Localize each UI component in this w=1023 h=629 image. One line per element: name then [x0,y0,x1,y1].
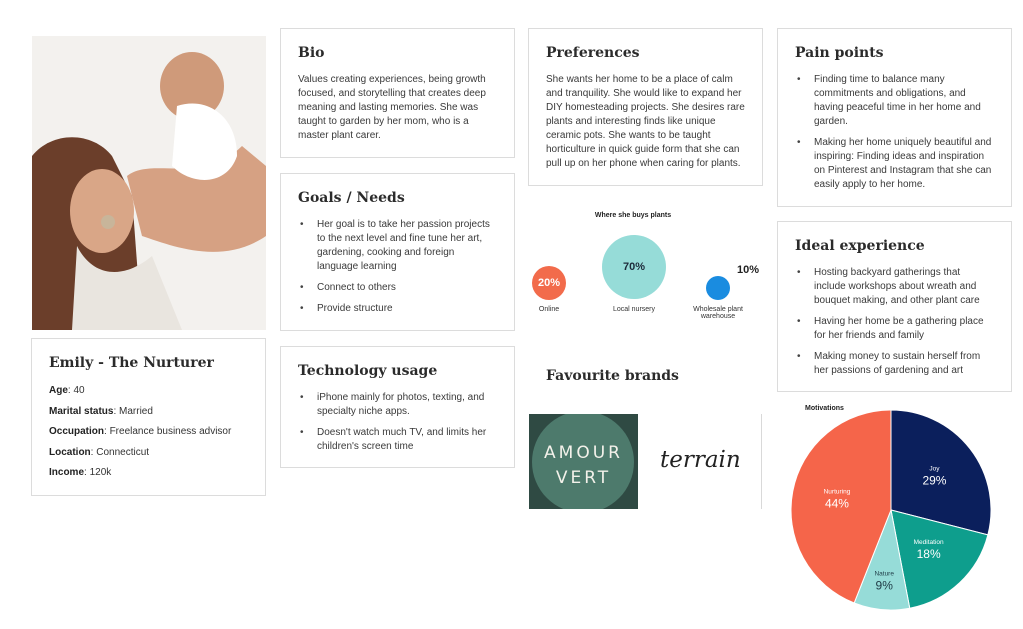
pie-category-label: Nurturing [823,488,851,496]
fact-age [49,385,248,396]
list-item: • Finding time to balance many commitments and obligations, and having peaceful time in her home and garden. [795,73,994,129]
pie-value-label: 18% [916,547,941,562]
goals-list [298,218,497,316]
fact-label: Age [49,385,68,396]
fact-value: : Connecticut [90,446,150,458]
persona-photo-illustration [32,36,266,330]
fact-occupation [49,426,248,437]
technology-list [298,391,497,454]
pain-points-card [777,28,1012,207]
ideal-experience-card [777,221,1012,392]
pie-category-label: Joy [929,465,940,473]
list-item: • Hosting backyard gatherings that include workshops about wreath and bouquet making, and other plant care [795,266,994,308]
persona-name: Emily - The Nurturer [49,355,214,371]
preferences-title: Preferences [546,45,640,61]
bubble-category-label: Online [538,306,560,313]
fact-value: : Married [113,405,153,417]
list-item: • Making money to sustain herself from her passions of gardening and art [795,350,994,378]
fact-marital-status [49,406,248,417]
preferences-card [528,28,763,186]
bubble-local-nursery: 70% [602,235,666,299]
list-item: • Her goal is to take her passion projects to the next level and fine tune her art, gardening, cooking and foreign language learning [298,218,497,274]
bubble-value-label: 10% [736,264,760,276]
goals-title: Goals / Needs [298,190,405,206]
fact-label: Marital status [49,405,114,417]
fact-value: : 120k [84,467,112,478]
pie-category-label: Nature [874,570,894,578]
fact-label: Occupation [49,426,105,437]
amour-vert-logo-line1: AMOUR [544,443,623,463]
goals-card [280,173,515,331]
bubble-wholesale-plant-warehouse [706,276,730,300]
bubble-category-label: Wholesale plant warehouse [693,306,743,320]
motivations-pie-chart [789,408,993,612]
pie-category-label: Meditation [913,539,944,547]
fact-income [49,467,248,478]
bubble-online: 20% [532,266,566,300]
profile-card [31,338,266,496]
technology-card [280,346,515,468]
persona-photo [32,36,266,330]
amour-vert-logo [529,414,638,509]
brand-divider [761,414,762,509]
fact-label: Income [49,467,85,478]
fact-value: : Freelance business advisor [104,426,232,437]
pain-points-title: Pain points [795,45,884,61]
list-item: • Having her home be a gathering place for her friends and family [795,315,994,343]
bio-card [280,28,515,158]
fact-label: Location [49,446,91,458]
pie-value-label: 9% [875,578,893,593]
pie-value-label: 29% [922,473,947,488]
fact-location [49,447,248,458]
favourite-brands-title: Favourite brands [546,368,679,384]
fact-value: : 40 [67,385,85,396]
where-she-buys-title: Where she buys plants [594,212,672,219]
preferences-text: She wants her home to be a place of calm and tranquility. She would like to expand her DIY homesteading projects. She desires rare plants and interesting finds like unique ceramic pots. She wants to be taught horticulture in quick guide form that she can pull up on her phone when caring for plants. [546,74,745,169]
list-item: • iPhone mainly for photos, texting, and specialty niche apps. [298,391,497,419]
ideal-experience-title: Ideal experience [795,238,925,254]
bubble-category-label: Local nursery [612,306,656,313]
list-item: • Provide structure [298,302,497,316]
ideal-experience-list [795,266,994,378]
amour-vert-logo-line2: VERT [555,468,612,488]
list-item: • Doesn't watch much TV, and limits her children's screen time [298,426,497,454]
motivations-title: Motivations [805,405,844,412]
bio-text: Values creating experiences, being growth focused, and storytelling that creates deep meaning and lasting memories. She was taught to garden by her mom, who is a master plant carer. [298,74,486,141]
pie-value-label: 44% [824,496,849,511]
pain-points-list [795,73,994,192]
terrain-logo: terrain [660,447,741,473]
technology-title: Technology usage [298,363,438,379]
bio-title: Bio [298,45,325,61]
list-item: • Making her home uniquely beautiful and inspiring: Finding ideas and inspiration on Pinterest and Instagram that she can easily apply to her home. [795,136,994,192]
list-item: • Connect to others [298,281,497,295]
